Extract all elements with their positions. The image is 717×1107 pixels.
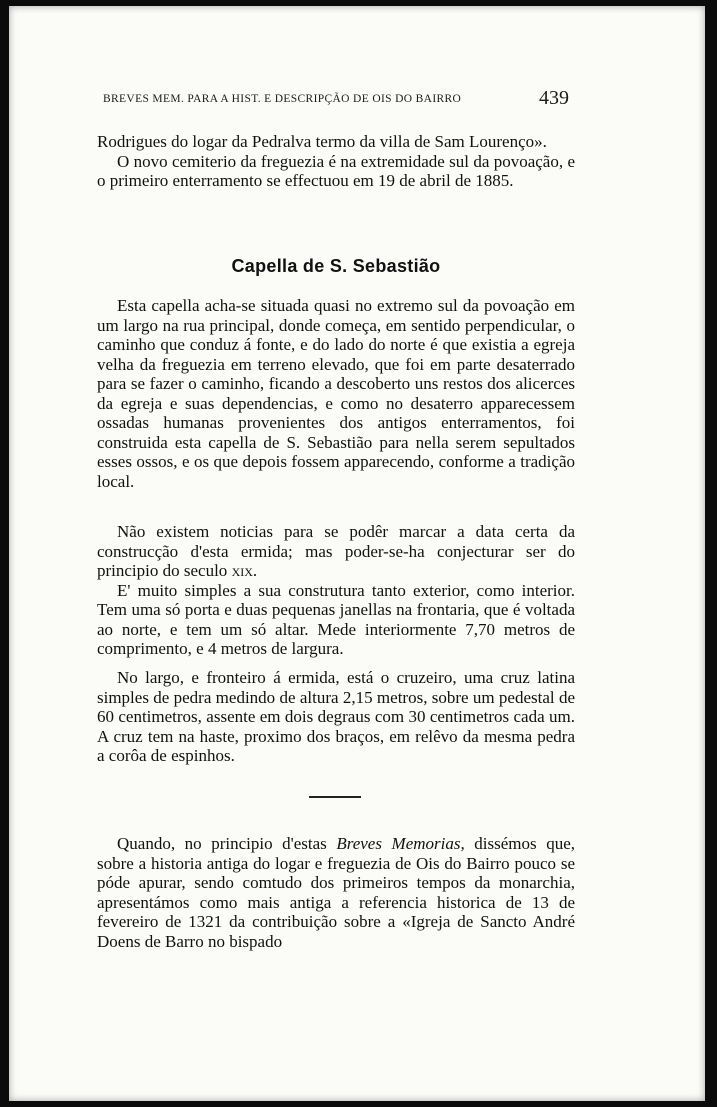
paragraph: Rodrigues do logar da Pedralva termo da villa de Sam Lourenço». (97, 132, 547, 151)
text-block-2 (97, 296, 575, 491)
paragraph: E' muito simples a sua construtura tanto exterior, como interior. Tem uma só porta e duas pequenas janellas na frontaria, que é voltada ao norte, e tem um só altar. Mede interiormente 7,70 metros de comprimento, e 4 metros de largura. (97, 580, 575, 658)
text-block-5 (97, 834, 575, 951)
book-title: Breves Memorias, (336, 834, 465, 853)
paragraph: O novo cemiterio da freguezia é na extremidade sul da povoação, e o primeiro enterramento se effectuou em 19 de abril de 1885. (97, 151, 575, 190)
century-numeral: xix (231, 561, 253, 580)
running-title: BREVES MEM. PARA A HIST. E DESCRIPÇÃO DE OIS DO BAIRRO (103, 93, 462, 105)
paragraph-text: Não existem noticias para se podêr marcar a data certa da construcção d'esta ermida; mas poder-se-ha conjecturar ser do principio do seculo (97, 522, 575, 580)
paragraph: No largo, e fronteiro á ermida, está o cruzeiro, uma cruz latina simples de pedra medindo de altura 2,15 metros, sobre um pedestal de 60 centimetros, assente em dois degraus com 30 centimetros cada um. A cruz tem na haste, proximo dos braços, em relêvo da mesma pedra a corôa de espinhos. (97, 668, 575, 765)
running-header (103, 87, 569, 109)
paragraph (97, 834, 575, 951)
text-block-3 (97, 522, 575, 659)
text-block-1 (97, 132, 575, 191)
paragraph-text: dissémos que, sobre a historia antiga do logar e freguezia de Ois do Bairro pouco se póde apurar, sendo comtudo dos primeiros tempos da monarchia, apresentámos como mais antiga a referencia historica de 13 de fevereiro de 1321 da contribuição sobre a «Igreja de Sancto André Doens de Barro no bispado (97, 834, 576, 951)
paragraph: Esta capella acha-se situada quasi no extremo sul da povoação em um largo na rua principal, donde começa, em sentido perpendicular, o caminho que conduz á fonte, e do lado do norte é que existia a egreja velha da freguezia em terreno elevado, que foi em parte desaterrado para se fazer o caminho, ficando a descoberto uns restos dos alicerces da egreja e suas dependencias, e como no desaterro apparecessem ossadas humanas provenientes dos antigos enterramentos, foi construida esta capella de S. Sebastião para nella serem sepultados esses ossos, e os que depois fossem apparecendo, conforme a tradição local. (97, 296, 575, 491)
section-divider (309, 796, 361, 798)
paragraph (97, 522, 575, 581)
paragraph-text: Quando, no principio d'estas (117, 834, 337, 853)
paragraph-text: . (252, 561, 258, 580)
page-number: 439 (539, 87, 569, 109)
book-page (9, 6, 705, 1101)
text-block-4 (97, 668, 575, 766)
section-heading: Capella de S. Sebastião (231, 256, 441, 276)
